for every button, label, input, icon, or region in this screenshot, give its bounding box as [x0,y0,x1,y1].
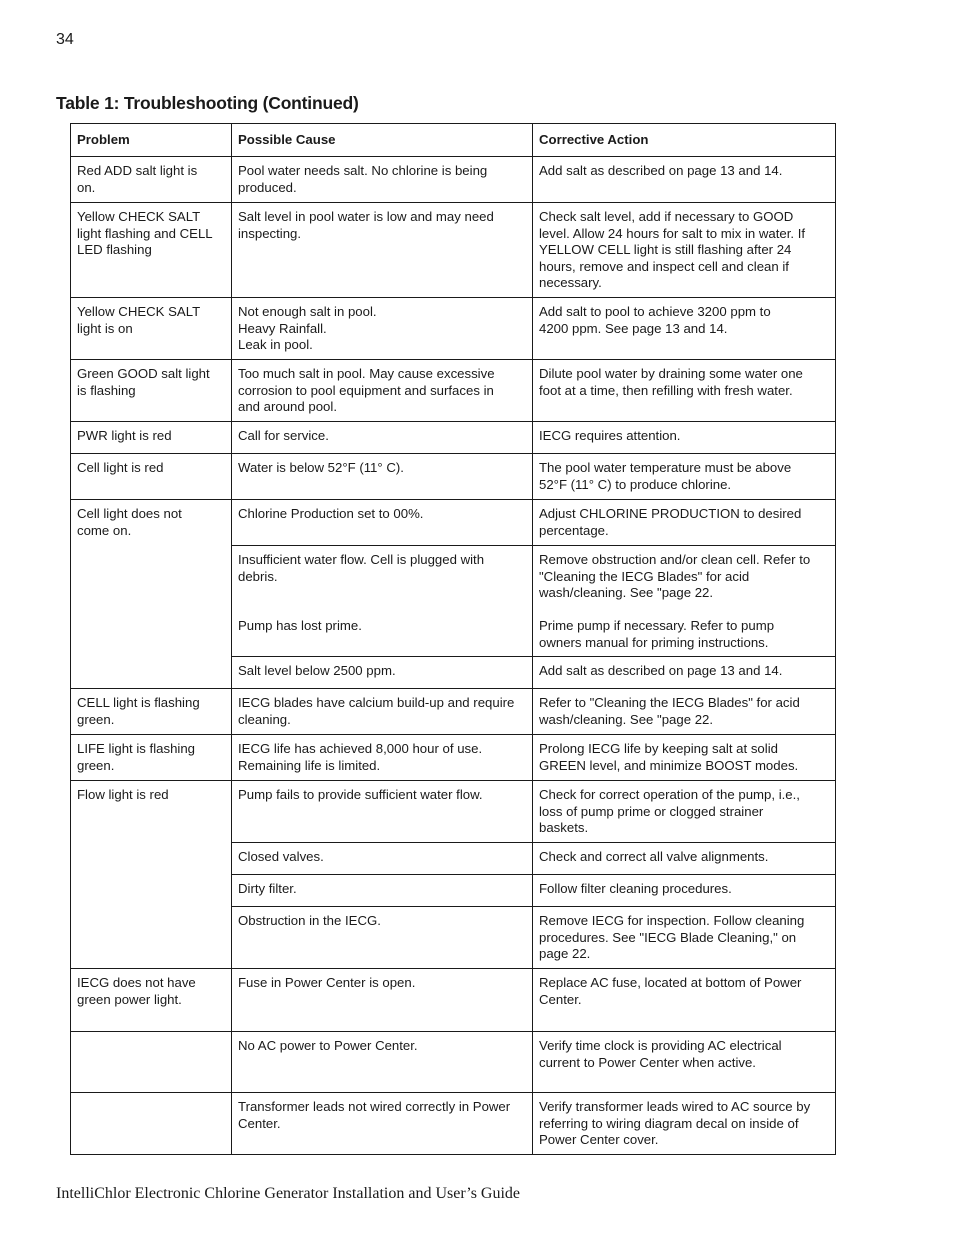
action-cell: Replace AC fuse, located at bottom of Power Center. [533,969,836,1032]
action-cell: IECG requires attention. [533,422,836,454]
cause-cell: Water is below 52°F (11° C). [232,454,533,500]
table-header-row [71,124,836,157]
page-number: 34 [56,31,74,48]
cause-cell: Insufficient water flow. Cell is plugged with debris. Pump has lost prime. [232,546,533,657]
table-row [71,360,836,422]
action-cell: Verify time clock is providing AC electrical current to Power Center when active. [533,1032,836,1093]
action-cell: Add salt to pool to achieve 3200 ppm to 4200 ppm. See page 13 and 14. [533,298,836,360]
action-cell: Add salt as described on page 13 and 14. [533,657,836,689]
table-row [71,298,836,360]
action-cell: Add salt as described on page 13 and 14. [533,157,836,203]
cause-cell: Dirty filter. [232,875,533,907]
action-cell: Dilute pool water by draining some water one foot at a time, then refilling with fresh water. [533,360,836,422]
action-cell: Adjust CHLORINE PRODUCTION to desired percentage. [533,500,836,546]
action-cell: Follow filter cleaning procedures. [533,875,836,907]
document-footer: IntelliChlor Electronic Chlorine Generator Installation and User’s Guide [56,1185,521,1202]
cause-cell: Too much salt in pool. May cause excessive corrosion to pool equipment and surfaces in and around pool. [232,360,533,422]
table-row [71,203,836,298]
action-cell: Prolong IECG life by keeping salt at solid GREEN level, and minimize BOOST modes. [533,735,836,781]
cause-cell: Closed valves. [232,843,533,875]
troubleshooting-table [70,123,836,1155]
table-row [71,454,836,500]
table-title: Table 1: Troubleshooting (Continued) [56,93,359,113]
cause-cell: Salt level in pool water is low and may need inspecting. [232,203,533,298]
action-cell: Check for correct operation of the pump, i.e., loss of pump prime or clogged strainer baskets. [533,781,836,843]
cause-cell: Salt level below 2500 ppm. [232,657,533,689]
table-row [71,735,836,781]
problem-cell [71,1032,232,1093]
cause-cell: Transformer leads not wired correctly in Power Center. [232,1093,533,1155]
cause-cell: Pump fails to provide sufficient water flow. [232,781,533,843]
cause-cell: IECG blades have calcium build-up and require cleaning. [232,689,533,735]
cause-cell: Fuse in Power Center is open. [232,969,533,1032]
column-header-possible-cause: Possible Cause [232,124,533,157]
table-row [71,969,836,1032]
problem-cell: Flow light is red [71,781,232,969]
problem-cell: LIFE light is flashing green. [71,735,232,781]
cause-cell: Pool water needs salt. No chlorine is being produced. [232,157,533,203]
action-cell: The pool water temperature must be above 52°F (11° C) to produce chlorine. [533,454,836,500]
problem-cell: Yellow CHECK SALT light is on [71,298,232,360]
table-row [71,781,836,843]
cause-cell: Chlorine Production set to 00%. [232,500,533,546]
cause-cell: IECG life has achieved 8,000 hour of use. Remaining life is limited. [232,735,533,781]
problem-cell: PWR light is red [71,422,232,454]
action-cell: Verify transformer leads wired to AC source by referring to wiring diagram decal on inside of Power Center cover. [533,1093,836,1155]
table-row [71,500,836,546]
action-cell: Check salt level, add if necessary to GOOD level. Allow 24 hours for salt to mix in water. If YELLOW CELL light is still flashing after 24 hours, remove and inspect cell and clean if necessary. [533,203,836,298]
cause-cell: Not enough salt in pool. Heavy Rainfall. Leak in pool. [232,298,533,360]
problem-cell: CELL light is flashing green. [71,689,232,735]
problem-cell: Cell light does not come on. [71,500,232,689]
table-row [71,157,836,203]
action-cell: Check and correct all valve alignments. [533,843,836,875]
problem-cell: IECG does not have green power light. [71,969,232,1032]
problem-cell: Yellow CHECK SALT light flashing and CELL LED flashing [71,203,232,298]
column-header-problem: Problem [71,124,232,157]
cause-cell: Call for service. [232,422,533,454]
action-cell: Refer to "Cleaning the IECG Blades" for acid wash/cleaning. See "page 22. [533,689,836,735]
table-row [71,1032,836,1093]
problem-cell: Cell light is red [71,454,232,500]
column-header-corrective-action: Corrective Action [533,124,836,157]
cause-cell: No AC power to Power Center. [232,1032,533,1093]
table-row [71,422,836,454]
cause-cell: Obstruction in the IECG. [232,907,533,969]
problem-cell: Red ADD salt light is on. [71,157,232,203]
problem-cell [71,1093,232,1155]
action-cell: Remove IECG for inspection. Follow cleaning procedures. See "IECG Blade Cleaning," on page 22. [533,907,836,969]
action-cell: Remove obstruction and/or clean cell. Refer to "Cleaning the IECG Blades" for acid wash/cleaning. See "page 22. Prime pump if necessary. Refer to pump owners manual for priming instructions. [533,546,836,657]
table-row [71,689,836,735]
problem-cell: Green GOOD salt light is flashing [71,360,232,422]
table-row [71,1093,836,1155]
